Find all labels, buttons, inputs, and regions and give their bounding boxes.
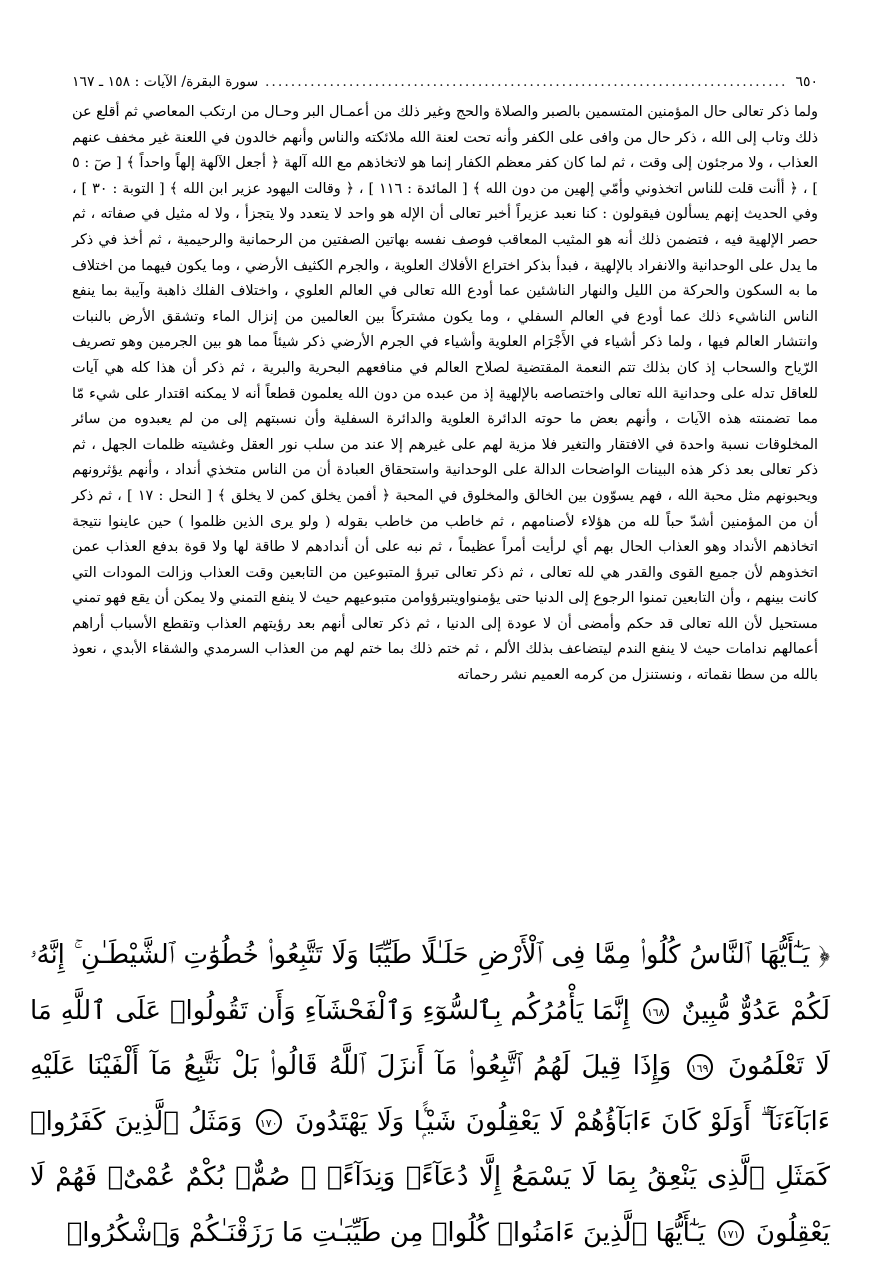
header-leader-dots: [266, 74, 787, 90]
commentary-body: [72, 100, 818, 689]
verse-169-text: إِنَّمَا يَأْمُرُكُم بِٱلسُّوٓءِ وَٱلْفَحْشَآءِ وَأَن تَقُولُوا۟ عَلَى ٱللَّهِ مَا لَا تَعْلَمُونَ: [30, 995, 831, 1081]
verse-171-number: ١٧١: [718, 1220, 744, 1246]
verse-168-text: ﴿ يَـٰٓأَيُّهَا ٱلنَّاسُ كُلُوا۟ مِمَّا فِى ٱلْأَرْضِ حَلَـٰلًا طَيِّبًا وَلَا تَتَّبِعُوا۟ خُطُوَٰتِ ٱلشَّيْطَـٰنِ ۚ إِنَّهُۥ لَكُمْ عَدُوٌّ مُّبِينٌ: [30, 940, 830, 1026]
verse-169-number: ١٦٩: [687, 1054, 713, 1080]
page-number: ٦٥٠: [795, 74, 818, 90]
verse-170-text: وَإِذَا قِيلَ لَهُمُ ٱتَّبِعُوا۟ مَآ أَنزَلَ ٱللَّهُ قَالُوا۟ بَلْ نَتَّبِعُ مَآ أَلْفَيْنَا عَلَيْهِ ءَابَآءَنَآ ۗ أَوَلَوْ كَانَ ءَابَآؤُهُمْ لَا يَعْقِلُونَ شَيْـًۭٔا وَلَا يَهْتَدُونَ: [30, 1051, 830, 1137]
running-header: [72, 74, 818, 96]
verse-170-number: ١٧٠: [256, 1109, 282, 1135]
page: [72, 74, 818, 689]
verse-172-text: يَـٰٓأَيُّهَا ٱلَّذِينَ ءَامَنُوا۟ كُلُوا۟ مِن طَيِّبَـٰتِ مَا رَزَقْنَـٰكُمْ وَٱشْكُرُوا۟: [66, 1217, 706, 1248]
verse-168-number: ١٦٨: [643, 998, 669, 1024]
commentary-paragraph: ولما ذكر تعالى حال المؤمنين المتسمين بالصبر والصلاة والحج وغير ذلك من أعمـال البر وحـال من ارتكب المعاصي ثم أقلع عن ذلك وتاب إلى الله ، ذكر حال من وافى على الكفر وأنه تحت لعنة الله ملائكته والناس وأنهم خالدون في اللعنة غير مخفف عنهم العذاب ، ولا مرجئون إلى وقت ، ثم لما كان كفر معظم الكفار إنما هو لاتخاذهم مع الله آلهة ﴿ أجعل الآلهة إلهاً واحداً ﴾ [ صٓ : ٥ ] ، ﴿ أأنت قلت للناس اتخذوني وأمّي إلهين من دون الله ﴾ [ المائدة : ١١٦ ] ، ﴿ وقالت اليهود عزير ابن الله ﴾ [ التوبة : ٣٠ ] ، وفي الحديث إنهم يسألون فيقولون : كنا نعبد عزيراً أخبر تعالى أن الإله هو واحد لا يتعدد ولا يتجزأ ، ولا له مثيل في صفاته ، ثم حصر الإلهية فيه ، فتضمن ذلك أنه هو المثيب المعاقب فوصف نفسه بهاتين الصفتين من الرحمانية والرحيمية ، ثم أخذ في ذكر ما يدل على الوحدانية والانفراد بالإلهية ، فبدأ بذكر اختراع الأفلاك العلوية ، والجرم الكثيف الأرضي ، وما يكون فيهما من اختلاف ما به السكون والحركة من الليل والنهار الناشئين عما أودع الله تعالى في العالم العلوي ، واختلاف الفلك ذاهبة وآيبة بما ينفع الناس الناشيء ذلك عما أودع في العالم السفلي ، وما يكون مشتركاً بين العالمين من إنزال الماء وتشقق الأرض بالنبات وانتشار العالم فيها ، ولما ذكر أشياء في الأَجْرَام العلوية وأشياء في الجرم الأرضي ذكر شيئاً مما هو بين الجرمين وهو تصريف الرّياح والسحاب إذ كان بذلك تتم النعمة المقتضية لصلاح العالم في منافعهم البحرية والبرية ، ثم ذكر أن هذا كله هي آيات للعاقل تدله على وحدانية الله تعالى واختصاصه بالإلهية إذ من عبده من دون الله يعلمون قطعاً أنه لا يمكنه اقتدار على شيء مّا مما تضمنته هذه الآيات ، وأنهم بعض ما حوته الدائرة العلوية والدائرة السفلية وأن نسبتهم إلى من لم يعبدوه من سائر المخلوقات نسبة واحدة في الافتقار والتغير فلا مزية لهم على غيرهم إلا عند من سلب نور العقل وغشيته ظلمات الجهل ، ثم ذكر تعالى بعد ذكر هذه البينات الواضحات الدالة على الوحدانية واستحقاق العبادة أن من الناس متخذي أنداد ، وأنهم يؤثرونهم ويحبونهم مثل محبة الله ، فهم يسوّون بين الخالق والمخلوق في المحبة ﴿ أفمن يخلق كمن لا يخلق ﴾ [ النحل : ١٧ ] ، ثم ذكر أن من المؤمنين أشدّ حباً لله من هؤلاء لأصنامهم ، ثم خاطب من خاطب بقوله ( ولو يرى الذين ظلموا ) حين عاينوا نتيجة اتخاذهم الأنداد وهو العذاب الحال بهم أي لرأيت أمراً عظيماً ، ثم نبه على أن أندادهم لا طاقة لها ولا قوة بدفع العذاب عمن اتخذوهم لأن جميع القوى والقدر هي لله تعالى ، ثم ذكر تعالى تبرؤ المتبوعين من التابعين وقت العذاب وزالت المودات التي كانت بينهم ، وأن التابعين تمنوا الرجوع إلى الدنيا حتى يؤمنواويتبرؤوامن متبوعيهم حيث لا ينفع التمني ولا يمكن أن يقع فهو تمني مستحيل لأن الله تعالى قد حكم وأمضى أن لا عودة إلى الدنيا ، ثم ذكر تعالى أنهم بعد رؤيتهم العذاب وتقطع الأسباب أراهم أعمالهم ندامات حيث لا ينفع الندم ليتضاعف بذلك الألم ، ثم ختم ذلك بما ختم لهم من العذاب السرمدي والشقاء الأبدي ، نعوذ بالله من سطا نقماته ، ونستنزل من كرمه العميم نشر رحماته: [72, 104, 818, 684]
verse-171-text: وَمَثَلُ ٱلَّذِينَ كَفَرُوا۟ كَمَثَلِ ٱلَّذِى يَنْعِقُ بِمَا لَا يَسْمَعُ إِلَّا دُعَآءًۭ وَنِدَآءًۭ ۚ صُمٌّۢ بُكْمٌ عُمْىٌۭ فَهُمْ لَا يَعْقِلُونَ: [30, 1106, 830, 1248]
quran-verses: [30, 928, 830, 1261]
surah-info: سورة البقرة/ الآيات : ١٥٨ ـ ١٦٧: [72, 74, 259, 90]
